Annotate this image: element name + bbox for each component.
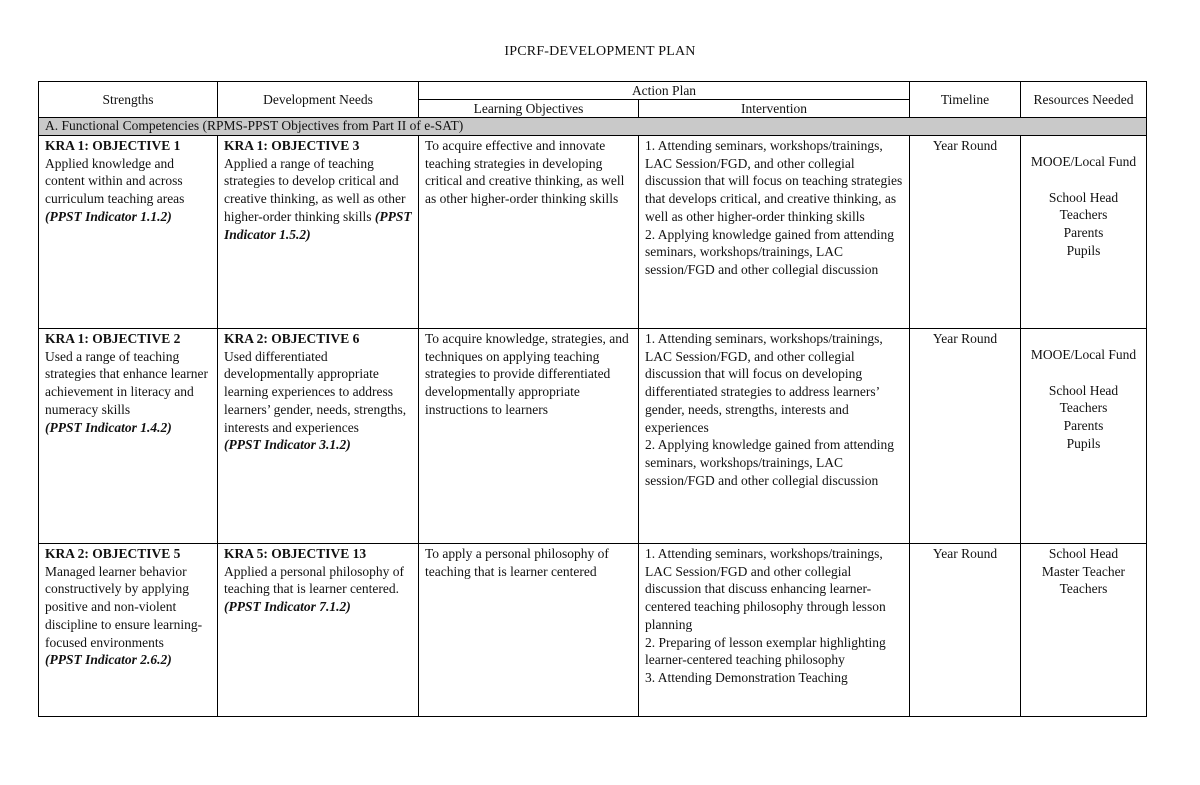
strength-cell xyxy=(39,329,218,544)
resource-item: School Head xyxy=(1048,546,1119,561)
resource-item: School Head xyxy=(1048,382,1119,398)
strength-text: Used a range of teaching strategies that enhance learner achievement in literacy and numeracy skills xyxy=(45,348,209,417)
header-development-needs: Development Needs xyxy=(218,82,419,118)
resource-item: Teachers xyxy=(1059,581,1108,597)
table-row xyxy=(39,136,1147,329)
section-heading: A. Functional Competencies (RPMS-PPST Objectives from Part II of e-SAT) xyxy=(39,118,1147,136)
need-indicator: (PPST Indicator 1.5.2) xyxy=(224,208,412,242)
learning-objective-cell: To acquire knowledge, strategies, and techniques on applying teaching strategies to provide differentiated developmentally appropriate instructions to learners xyxy=(419,329,639,544)
resources-cell xyxy=(1021,329,1147,544)
need-kra: KRA 2: OBJECTIVE 6 xyxy=(224,331,360,346)
intervention-item: 1. Attending seminars, workshops/trainings, LAC Session/FGD and other collegial discussion that discuss enhancing learner-centered teaching philosophy through lesson planning xyxy=(645,546,886,632)
need-cell xyxy=(218,544,419,717)
strength-kra: KRA 1: OBJECTIVE 1 xyxy=(45,138,181,153)
strength-text: Managed learner behavior constructively by applying positive and non-violent discipline to ensure learning-focused environments xyxy=(45,563,203,650)
strength-indicator: (PPST Indicator 2.6.2) xyxy=(45,652,172,668)
timeline-cell: Year Round xyxy=(910,544,1021,717)
intervention-cell xyxy=(639,544,910,717)
intervention-item: 1. Attending seminars, workshops/trainings, LAC Session/FGD, and other collegial discussion that will focus on developing differentiated strategies to address learners’ gender, needs, strengths, interests and experiences xyxy=(645,331,883,435)
need-text: Applied a range of teaching strategies to develop critical and creative thinking, as well as other higher-order thinking skills xyxy=(224,155,406,224)
resource-item: Parents xyxy=(1063,225,1104,241)
strength-text: Applied knowledge and content within and across curriculum teaching areas xyxy=(45,155,185,207)
header-action-plan: Action Plan xyxy=(419,82,910,100)
header-resources-needed: Resources Needed xyxy=(1021,82,1147,118)
intervention-item: 1. Attending seminars, workshops/trainings, LAC Session/FGD, and other collegial discussion that will focus on teaching strategies that develops critical, and creative thinking, as well as other higher-order thinking skills xyxy=(645,138,903,224)
need-kra: KRA 5: OBJECTIVE 13 xyxy=(224,546,367,561)
document-title: IPCRF-DEVELOPMENT PLAN xyxy=(504,44,696,59)
strength-cell xyxy=(39,136,218,329)
table-row xyxy=(39,329,1147,544)
intervention-item: 2. Applying knowledge gained from attending seminars, workshops/trainings, LAC session/FGD and other collegial discussion xyxy=(645,226,894,277)
resources-cell xyxy=(1021,136,1147,329)
learning-objective-cell: To apply a personal philosophy of teaching that is learner centered xyxy=(419,544,639,717)
header-timeline: Timeline xyxy=(910,82,1021,118)
need-cell xyxy=(218,329,419,544)
learning-objective-cell: To acquire effective and innovate teaching strategies in developing critical and creative thinking, as well as other higher-order thinking skills xyxy=(419,136,639,329)
intervention-item: 2. Preparing of lesson exemplar highlighting learner-centered teaching philosophy xyxy=(645,634,886,668)
intervention-cell xyxy=(639,136,910,329)
resource-item: Master Teacher xyxy=(1041,563,1126,579)
strength-indicator: (PPST Indicator 1.4.2) xyxy=(45,419,172,435)
need-indicator: (PPST Indicator 7.1.2) xyxy=(224,599,351,615)
table-row xyxy=(39,544,1147,717)
need-text: Applied a personal philosophy of teaching that is learner centered. xyxy=(224,563,404,597)
need-text: Used differentiated developmentally appropriate learning experiences to address learners’ gender, needs, strengths, interests and experiences xyxy=(224,348,407,435)
need-kra: KRA 1: OBJECTIVE 3 xyxy=(224,138,360,153)
resource-item: School Head xyxy=(1048,189,1119,205)
resource-item: Pupils xyxy=(1066,242,1101,258)
timeline-cell: Year Round xyxy=(910,329,1021,544)
resource-item: Teachers xyxy=(1059,207,1108,223)
header-learning-objectives: Learning Objectives xyxy=(419,100,639,118)
resource-item: Parents xyxy=(1063,418,1104,434)
header-intervention: Intervention xyxy=(639,100,910,118)
intervention-item: 2. Applying knowledge gained from attending seminars, workshops/trainings, LAC session/FGD and other collegial discussion xyxy=(645,437,894,488)
strength-kra: KRA 2: OBJECTIVE 5 xyxy=(45,546,181,561)
resource-fund: MOOE/Local Fund xyxy=(1030,154,1137,169)
intervention-item: 3. Attending Demonstration Teaching xyxy=(645,669,848,685)
need-indicator: (PPST Indicator 3.1.2) xyxy=(224,437,351,453)
resources-cell xyxy=(1021,544,1147,717)
strength-indicator: (PPST Indicator 1.1.2) xyxy=(45,208,172,224)
header-strengths: Strengths xyxy=(39,82,218,118)
strength-kra: KRA 1: OBJECTIVE 2 xyxy=(45,331,181,346)
intervention-cell xyxy=(639,329,910,544)
timeline-cell: Year Round xyxy=(910,136,1021,329)
resource-item: Teachers xyxy=(1059,400,1108,416)
resource-fund: MOOE/Local Fund xyxy=(1030,347,1137,362)
development-plan-table xyxy=(38,81,1147,717)
need-cell xyxy=(218,136,419,329)
strength-cell xyxy=(39,544,218,717)
resource-item: Pupils xyxy=(1066,435,1101,451)
